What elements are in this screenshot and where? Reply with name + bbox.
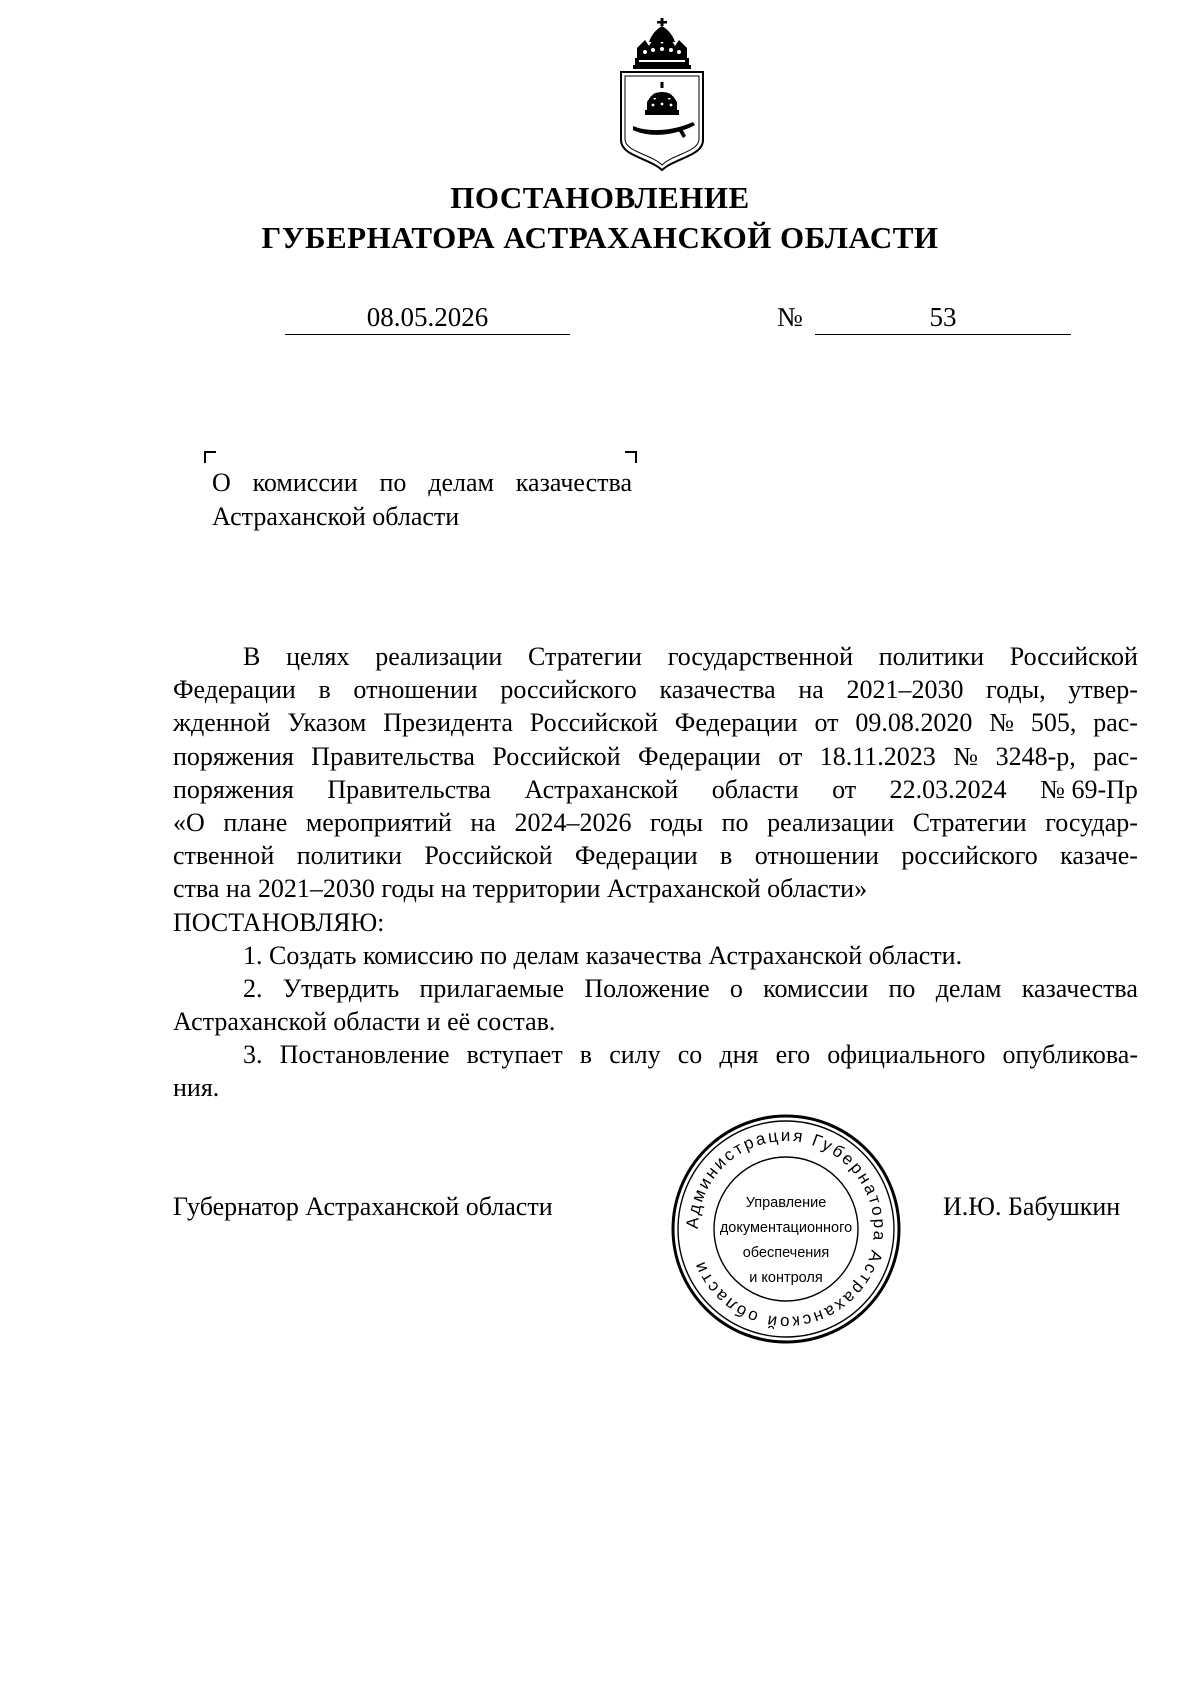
preamble-line: В целях реализации Стратегии государственной политики Российской [243, 642, 1138, 671]
document-body [173, 640, 1138, 1105]
preamble-line: поряжения Правительства Астраханской области от 22.03.2024 № 69-Пр [173, 774, 1138, 804]
stamp-center-line: документационного [719, 1220, 853, 1236]
preamble-line: поряжения Правительства Российской Федерации от 18.11.2023 № 3248-р, рас- [173, 741, 1138, 771]
stamp-center-line: обеспечения [742, 1245, 830, 1261]
subject-line-2: Астраханской области [212, 502, 460, 531]
subject-line-1: О комиссии по делам казачества [212, 468, 632, 497]
preamble-line: ственной политики Российской Федерации в отношении российского казаче- [173, 841, 1138, 871]
stamp-center-line: и контроля [749, 1270, 823, 1286]
number-sign: № [777, 302, 803, 332]
coat-of-arms-icon [615, 18, 709, 174]
signatory-name: И.Ю. Бабушкин [943, 1192, 1121, 1221]
document-type-title: ПОСТАНОВЛЕНИЕ [450, 180, 750, 215]
decree-word: ПОСТАНОВЛЯЮ: [173, 907, 385, 937]
subject-corner-right [625, 451, 637, 463]
preamble-line: «О плане мероприятий на 2024–2026 годы по реализации Стратегии государ- [173, 807, 1138, 837]
issuer-title: ГУБЕРНАТОРА АСТРАХАНСКОЙ ОБЛАСТИ [261, 220, 939, 255]
preamble-last-line: ства на 2021–2030 годы на территории Астраханской области» [173, 874, 868, 904]
item-2-line-2: Астраханской области и её состав. [173, 1007, 556, 1037]
preamble-line: Федерации в отношении российского казачества на 2021–2030 годы, утвер- [173, 675, 1138, 705]
item-3-line-2: ния. [173, 1073, 220, 1103]
item-3-line-1: 3. Постановление вступает в силу со дня его официального опубликова- [243, 1040, 1138, 1070]
document-subject [212, 466, 642, 534]
stamp-ring-text: Администрация Губернатора Астраханской области [682, 1125, 890, 1333]
item-1: 1. Создать комиссию по делам казачества Астраханской области. [243, 940, 963, 970]
item-2-line-1: 2. Утвердить прилагаемые Положение о комиссии по делам казачества [243, 973, 1138, 1003]
document-number: 53 [815, 300, 1071, 335]
stamp-center-line: Управление [745, 1195, 827, 1211]
preamble-line: жденной Указом Президента Российской Федерации от 09.08.2020 № 505, рас- [173, 708, 1138, 738]
official-stamp [670, 1113, 902, 1345]
signatory-position: Губернатор Астраханской области [173, 1192, 553, 1221]
document-date: 08.05.2026 [285, 300, 570, 335]
subject-corner-left [204, 451, 216, 463]
